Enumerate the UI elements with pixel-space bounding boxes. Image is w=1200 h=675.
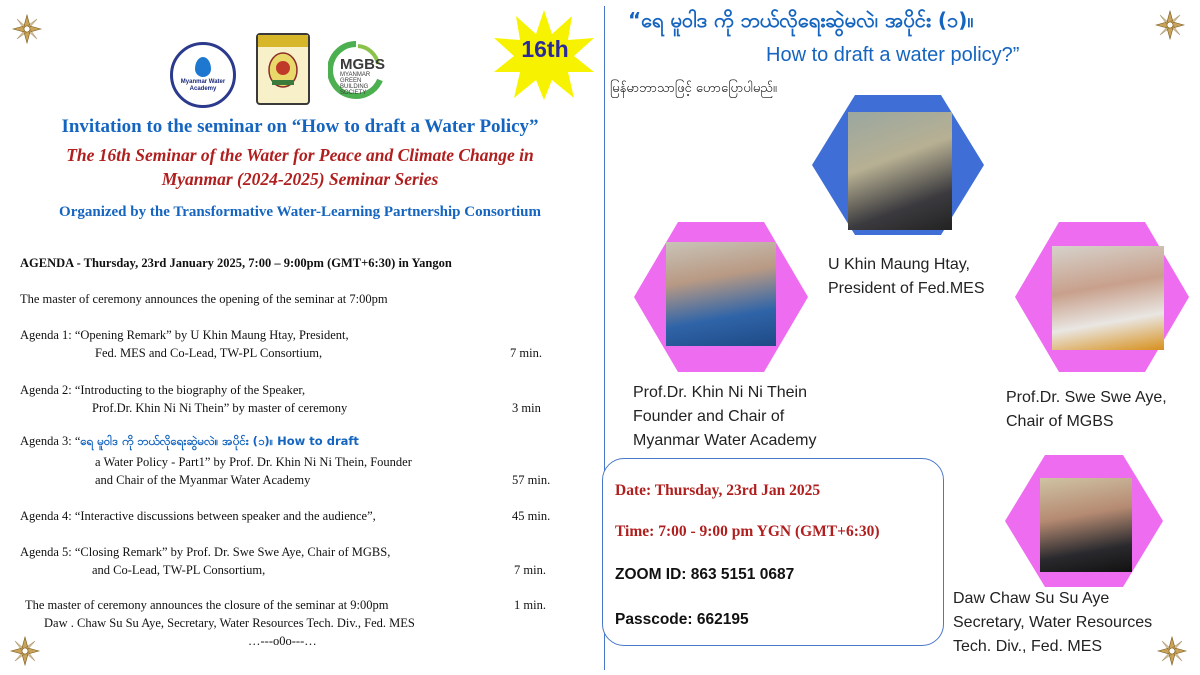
- speaker-2-photo: [666, 242, 776, 346]
- closure-by: Daw . Chaw Su Su Aye, Secretary, Water Resources Tech. Div., Fed. MES: [44, 616, 415, 630]
- event-date: Date: Thursday, 23rd Jan 2025: [615, 482, 821, 499]
- speaker-2-name: [633, 381, 816, 453]
- speaker-3-name: [1006, 386, 1167, 434]
- mgbs-logo-subtitle: MYANMAR GREEN BUILDING SOCIETY: [340, 72, 371, 96]
- mes-emblem-icon: [266, 50, 300, 90]
- seminar-number-badge: 16th: [521, 36, 569, 62]
- organizer-line: Organized by the Transformative Water-Learning Partnership Consortium: [59, 204, 541, 220]
- agenda-3-line1: [20, 434, 359, 451]
- zoom-passcode[interactable]: Passcode: 662195: [615, 611, 749, 628]
- ornament-icon: [12, 14, 42, 44]
- opening-announcement: The master of ceremony announces the opening of the seminar at 7:00pm: [20, 292, 388, 306]
- speaker-4-name: [953, 587, 1152, 659]
- agenda-5-line1: Agenda 5: “Closing Remark” by Prof. Dr. Swe Swe Aye, Chair of MGBS,: [20, 545, 391, 559]
- agenda-1-line1: Agenda 1: “Opening Remark” by U Khin Maung Htay, President,: [20, 328, 349, 342]
- agenda-4-line: Agenda 4: “Interactive discussions between speaker and the audience”,: [20, 509, 376, 523]
- speaker-4-line1: Daw Chaw Su Su Aye: [953, 590, 1110, 607]
- event-time: Time: 7:00 - 9:00 pm YGN (GMT+6:30): [615, 523, 880, 540]
- ornament-icon: [10, 636, 40, 666]
- agenda-1-line2: Fed. MES and Co-Lead, TW-PL Consortium,: [95, 346, 323, 360]
- academy-logo-text: Myanmar Water Academy: [180, 79, 226, 92]
- agenda-1-duration: 7 min.: [510, 346, 542, 360]
- agenda-5-duration: 7 min.: [514, 563, 546, 577]
- language-note: မြန်မာဘာသာဖြင့် ဟောပြောပါမည်။: [610, 81, 777, 96]
- fed-mes-logo: [256, 33, 310, 105]
- agenda-3-line3: and Chair of the Myanmar Water Academy: [95, 473, 311, 487]
- agenda-header: AGENDA - Thursday, 23rd January 2025, 7:00 – 9:00pm (GMT+6:30) in Yangon: [20, 256, 452, 270]
- speaker-1-name: [828, 253, 985, 301]
- closure-duration: 1 min.: [514, 598, 546, 612]
- zoom-id[interactable]: ZOOM ID: 863 5151 0687: [615, 566, 795, 583]
- seminar-subtitle-line1: The 16th Seminar of the Water for Peace and Climate Change in: [66, 145, 534, 165]
- agenda-2-line2: Prof.Dr. Khin Ni Ni Thein” by master of ceremony: [92, 401, 348, 415]
- agenda-5-line2: and Co-Lead, TW-PL Consortium,: [92, 563, 266, 577]
- speaker-1-line1: U Khin Maung Htay,: [828, 256, 970, 273]
- myanmar-water-academy-logo: [170, 42, 236, 108]
- speaker-2-line1: Prof.Dr. Khin Ni Ni Thein: [633, 384, 807, 401]
- end-mark: …---o0o---…: [248, 634, 317, 648]
- myanmar-title: “ရေ မူဝါဒ ကို ဘယ်လိုရေးဆွဲမလဲ၊ အပိုင်း (၁)။: [628, 8, 974, 32]
- speaker-1-photo: [848, 112, 952, 230]
- speaker-3-line1: Prof.Dr. Swe Swe Aye,: [1006, 389, 1167, 406]
- agenda-2-duration: 3 min: [512, 401, 541, 415]
- speaker-4-photo: [1040, 478, 1132, 572]
- agenda-4-duration: 45 min.: [512, 509, 551, 523]
- agenda-3-prefix: Agenda 3: “: [20, 434, 81, 448]
- speaker-2-line3: Myanmar Water Academy: [633, 432, 817, 449]
- seminar-subtitle-line2: Myanmar (2024-2025) Seminar Series: [161, 169, 439, 189]
- agenda-3-line2: a Water Policy - Part1” by Prof. Dr. Khin Ni Ni Thein, Founder: [95, 455, 412, 469]
- agenda-2-line1: Agenda 2: “Introducting to the biography of the Speaker,: [20, 383, 306, 397]
- mgbs-logo-title: MGBS: [340, 56, 385, 73]
- english-title: How to draft a water policy?”: [766, 44, 1020, 66]
- speaker-3-line2: Chair of MGBS: [1006, 413, 1114, 430]
- mes-logo-band: [258, 35, 308, 47]
- speaker-3-photo: [1052, 246, 1164, 350]
- speaker-4-line3: Tech. Div., Fed. MES: [953, 638, 1103, 655]
- closure-announcement: The master of ceremony announces the closure of the seminar at 9:00pm: [25, 598, 389, 612]
- ornament-icon: [1157, 636, 1187, 666]
- ornament-icon: [1155, 10, 1185, 40]
- agenda-3-myanmar-title: ရေ မူဝါဒ ကို ဘယ်လိုရေးဆွဲမလဲ။ အပိုင်း (၁)။ How to draft: [80, 434, 359, 448]
- speaker-2-line2: Founder and Chair of: [633, 408, 785, 425]
- mgbs-logo: [328, 40, 384, 102]
- water-drop-icon: [195, 57, 211, 77]
- invitation-title: Invitation to the seminar on “How to draft a Water Policy”: [61, 116, 539, 137]
- agenda-3-duration: 57 min.: [512, 473, 551, 487]
- speaker-4-line2: Secretary, Water Resources: [953, 614, 1153, 631]
- speaker-1-line2: President of Fed.MES: [828, 280, 985, 297]
